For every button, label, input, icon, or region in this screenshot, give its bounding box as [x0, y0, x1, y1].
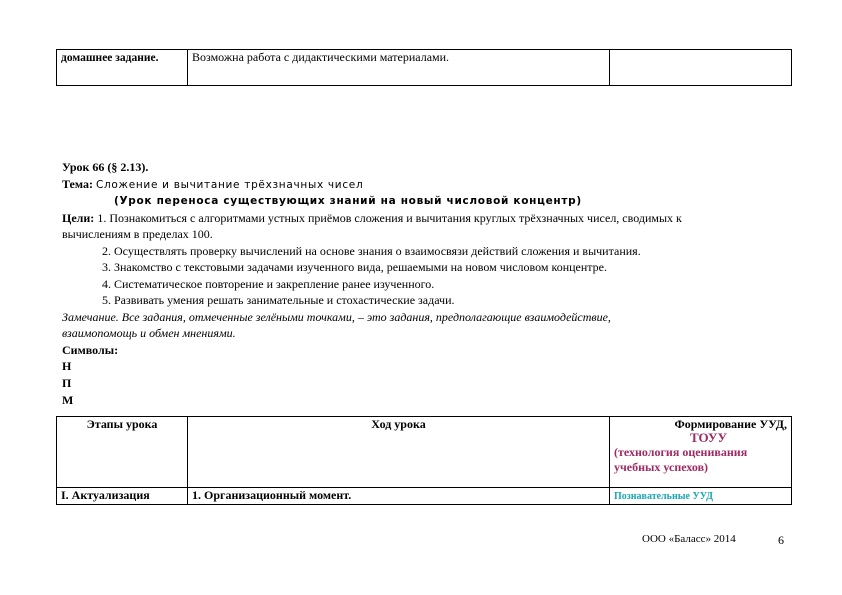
uud-header	[610, 417, 792, 488]
symbol-p: П	[62, 376, 72, 390]
table-row	[57, 50, 792, 86]
uud-header-text: Формирование УУД,	[674, 417, 787, 431]
stage-cell	[57, 488, 188, 505]
topic-label: Тема:	[62, 176, 93, 191]
goal-2: 2. Осуществлять проверку вычислений на основе знания о взаимосвязи действий сложения и вычитания.	[102, 243, 641, 258]
footer-company: ООО «Баласс» 2014	[642, 533, 736, 545]
topic-line	[62, 176, 792, 194]
goal-1-continuation: вычислениям в пределах 100.	[62, 227, 213, 241]
stage-header	[57, 417, 188, 488]
table-header-row	[57, 417, 792, 488]
lesson-stages-table	[56, 416, 792, 505]
homework-label-cell	[57, 50, 188, 86]
symbol-m: М	[62, 393, 74, 407]
lesson-type: (Урок переноса существующих знаний на новый числовой концентр)	[114, 195, 582, 207]
goal-4: 4. Систематическое повторение и закрепление ранее изученного.	[102, 276, 435, 291]
goal-5: 5. Развивать умения решать занимательные и стохастические задачи.	[102, 293, 455, 307]
homework-label: домашнее задание.	[61, 52, 159, 64]
touu-label: ТОУУ	[690, 430, 727, 445]
note-line-1: Замечание. Все задания, отмеченные зелёными точками, – это задания, предполагающие взаимодействие,	[62, 309, 611, 324]
course-header-text: Ход урока	[371, 417, 426, 431]
lesson-block	[62, 159, 792, 409]
stage-text: I. Актуализация	[61, 488, 150, 502]
course-text: 1. Организационный момент.	[192, 488, 352, 502]
homework-extra-cell	[610, 50, 792, 86]
symbols-label: Символы:	[62, 342, 119, 357]
note-line-2: взаимопомощь и обмен мнениями.	[62, 326, 236, 340]
course-cell	[188, 488, 610, 505]
cognitive-uud-text: Познавательные УУД	[614, 491, 714, 502]
page-number: 6	[778, 533, 784, 547]
goals-label: Цели:	[62, 210, 95, 225]
table-row	[57, 488, 792, 505]
lesson-title: Урок 66 (§ 2.13).	[62, 160, 149, 174]
goal-1-line	[62, 210, 792, 227]
homework-table	[56, 49, 792, 86]
goal-1-text: 1. Познакомиться с алгоритмами устных приёмов сложения и вычитания круглых трёхзначных чисел, сводимых к	[97, 210, 682, 225]
stage-header-text: Этапы урока	[86, 417, 158, 431]
uud-cell	[610, 488, 792, 505]
touu-description: (технология оценивания учебных успехов)	[614, 445, 748, 474]
topic-text: Сложение и вычитание трёхзначных чисел	[95, 178, 364, 191]
goal-3: 3. Знакомство с текстовыми задачами изученного вида, решаемыми на новом числовом концентре.	[102, 260, 607, 274]
homework-description: Возможна работа с дидактическими материалами.	[192, 50, 450, 64]
symbol-n: Н	[62, 359, 72, 373]
homework-description-cell	[188, 50, 610, 86]
symbols-list	[62, 358, 792, 409]
course-header	[188, 417, 610, 488]
